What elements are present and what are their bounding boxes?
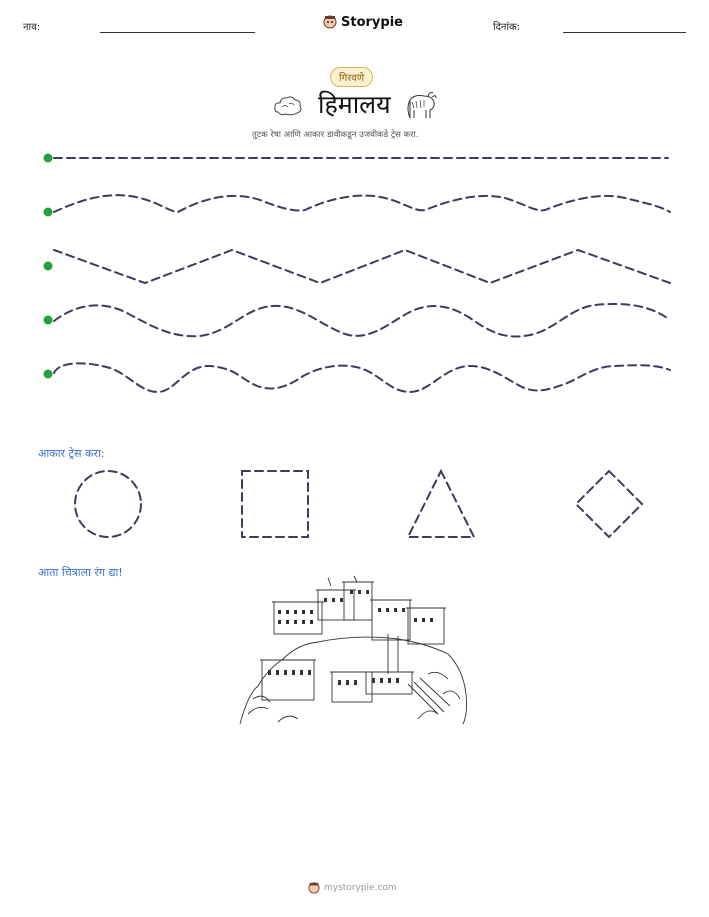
color-heading: आता चित्राला रंग द्या! [38, 566, 123, 579]
diamond-icon [576, 471, 642, 537]
brand-name: Storypie [341, 14, 403, 30]
instruction-text: तुटक रेषा आणि आकार डावीकडून उजवीकडे ट्रेस करा. [252, 130, 419, 140]
page-title: हिमालय [318, 90, 391, 119]
trace-line-zigzag [54, 250, 670, 283]
square-icon [242, 471, 308, 537]
mascot-icon [308, 881, 320, 895]
trace-line-wave-2 [54, 304, 670, 337]
trace-lines [0, 0, 709, 420]
trace-line-wave [54, 195, 670, 212]
start-dot-2 [44, 208, 53, 217]
circle-icon [75, 471, 141, 537]
triangle-icon [408, 471, 474, 537]
start-dot-1 [44, 154, 53, 163]
shapes-heading: आकार ट्रेस करा: [38, 447, 105, 460]
start-dot-3 [44, 262, 53, 271]
trace-shapes [0, 460, 709, 550]
start-dot-5 [44, 370, 53, 379]
date-label: दिनांक: [493, 22, 521, 33]
footer [308, 881, 397, 895]
name-label: नाव: [23, 22, 41, 33]
start-dot-4 [44, 316, 53, 325]
activity-badge: गिरवणे [330, 67, 373, 87]
footer-url[interactable]: mystorypie.com [324, 883, 397, 893]
trace-line-bumps [54, 363, 670, 392]
palace-illustration [238, 574, 470, 730]
